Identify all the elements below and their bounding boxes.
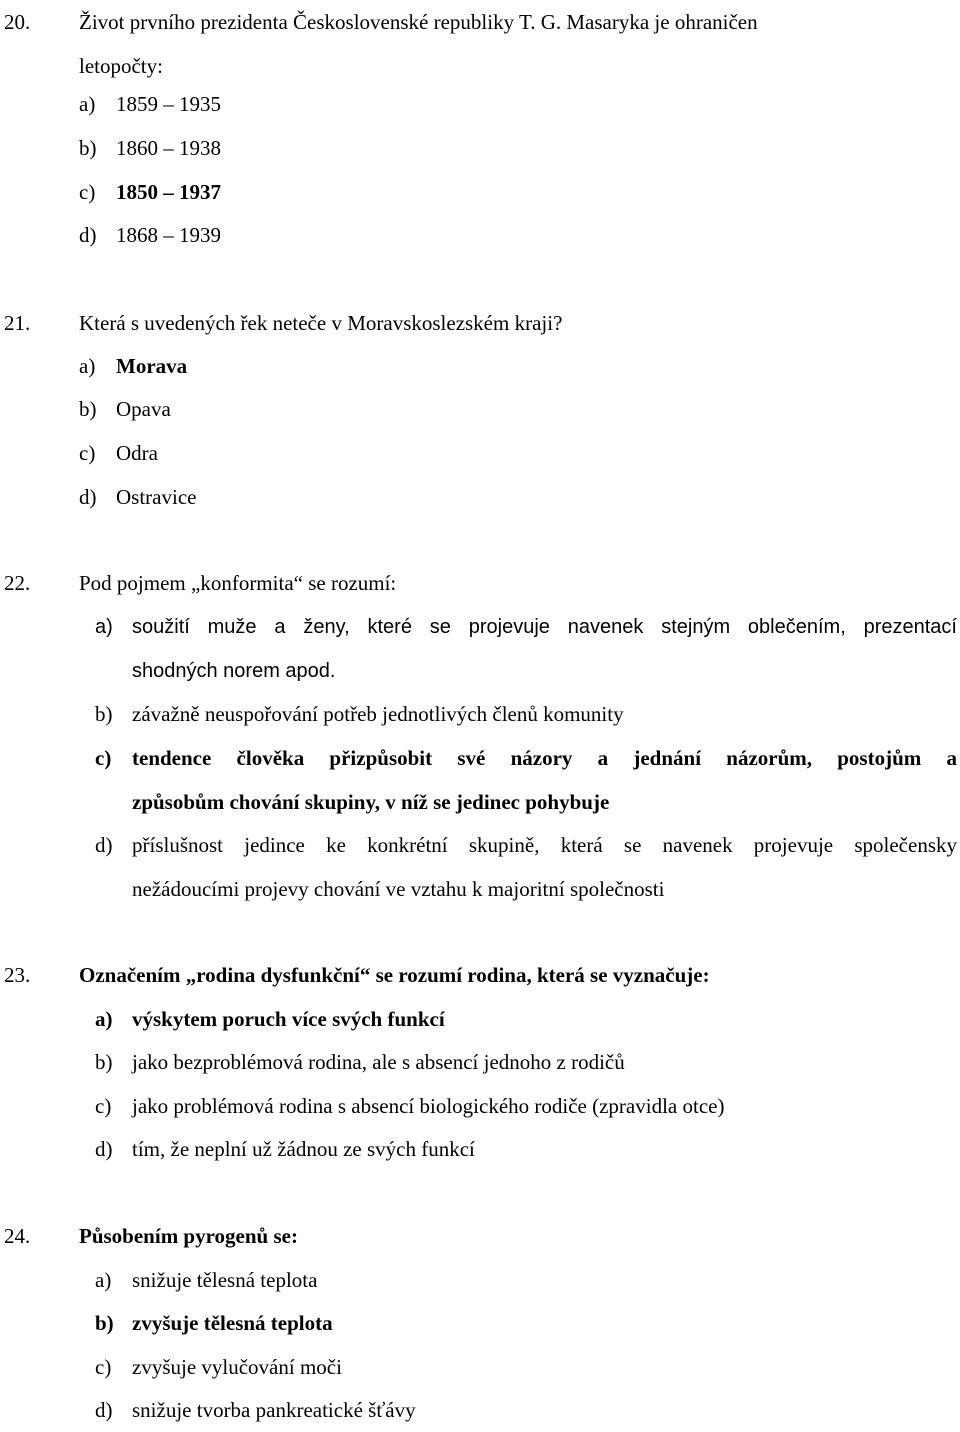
option-text-line-2: způsobům chování skupiny, v níž se jedinec pohybuje bbox=[132, 790, 610, 814]
option-text-line-2: nežádoucími projevy chování ve vztahu k majoritní společnosti bbox=[132, 877, 665, 901]
answer-option-b[interactable] bbox=[79, 387, 939, 431]
option-label: c) bbox=[95, 746, 112, 770]
question-number: 20. bbox=[4, 10, 31, 34]
option-text: 1859 – 1935 bbox=[116, 92, 221, 116]
option-text-line-1: tendence člověka přizpůsobit své názory a jednání názorům, postojům a bbox=[132, 746, 957, 770]
option-text: 1850 – 1937 bbox=[116, 180, 221, 204]
option-label: c) bbox=[79, 180, 96, 204]
answer-option-a[interactable] bbox=[95, 1258, 957, 1302]
option-label: a) bbox=[95, 1007, 113, 1031]
answer-option-d[interactable] bbox=[95, 1127, 957, 1171]
option-text-line-1: příslušnost jedince ke konkrétní skupině, která se navenek projevuje společensky bbox=[132, 833, 957, 857]
option-text-line-2: shodných norem apod. bbox=[132, 660, 336, 682]
option-label: b) bbox=[95, 702, 113, 726]
question-text bbox=[79, 0, 939, 88]
option-text: výskytem poruch více svých funkcí bbox=[132, 1007, 445, 1031]
question-number: 24. bbox=[4, 1224, 31, 1248]
answer-option-c[interactable] bbox=[95, 1345, 957, 1389]
question-text: Pod pojmem „konformita“ se rozumí: bbox=[79, 571, 397, 595]
option-label: d) bbox=[79, 485, 97, 509]
question-number: 22. bbox=[4, 571, 31, 595]
option-label: d) bbox=[79, 223, 97, 247]
question-text-line-2: letopočty: bbox=[79, 54, 163, 78]
option-label: c) bbox=[79, 441, 96, 465]
answer-option-b-correct[interactable] bbox=[95, 1301, 957, 1345]
option-text: Morava bbox=[116, 354, 188, 378]
question-number: 23. bbox=[4, 963, 31, 987]
option-label: d) bbox=[95, 1398, 113, 1422]
option-text: zvyšuje tělesná teplota bbox=[132, 1311, 333, 1335]
option-label: a) bbox=[79, 354, 96, 378]
answer-option-c[interactable] bbox=[79, 431, 939, 475]
answer-option-a-correct[interactable] bbox=[79, 344, 939, 388]
option-text: Ostravice bbox=[116, 485, 197, 509]
answer-option-d[interactable] bbox=[79, 213, 939, 257]
answer-option-a-correct[interactable] bbox=[95, 997, 957, 1041]
answer-option-b[interactable] bbox=[95, 692, 957, 736]
option-label: c) bbox=[95, 1355, 112, 1379]
question-text-line-1: Život prvního prezidenta Československé republiky T. G. Masaryka je ohraničen bbox=[79, 10, 758, 34]
option-label: a) bbox=[79, 92, 96, 116]
answer-option-d[interactable] bbox=[95, 1388, 957, 1432]
answer-option-b[interactable] bbox=[79, 126, 939, 170]
option-label: b) bbox=[79, 136, 97, 160]
answer-option-d[interactable] bbox=[95, 823, 957, 911]
option-text-line-1: soužití muže a ženy, které se projevuje navenek stejným oblečením, prezentací bbox=[132, 616, 957, 638]
question-text: Která s uvedených řek neteče v Moravskoslezském kraji? bbox=[79, 311, 563, 335]
option-text: snižuje tvorba pankreatické šťávy bbox=[132, 1398, 416, 1422]
option-label: c) bbox=[95, 1094, 112, 1118]
answer-option-b[interactable] bbox=[95, 1040, 957, 1084]
option-text: jako bezproblémová rodina, ale s absencí jednoho z rodičů bbox=[132, 1050, 625, 1074]
option-text: 1868 – 1939 bbox=[116, 223, 221, 247]
option-text: závažně neuspořování potřeb jednotlivých členů komunity bbox=[132, 702, 624, 726]
question-text: Označením „rodina dysfunkční“ se rozumí rodina, která se vyznačuje: bbox=[79, 963, 710, 987]
option-text: zvyšuje vylučování moči bbox=[132, 1355, 342, 1379]
question-text: Působením pyrogenů se: bbox=[79, 1224, 298, 1248]
option-text: jako problémová rodina s absencí biologického rodiče (zpravidla otce) bbox=[132, 1094, 725, 1118]
option-label: b) bbox=[95, 1311, 114, 1335]
answer-option-d[interactable] bbox=[79, 475, 939, 519]
option-label: a) bbox=[95, 1268, 112, 1292]
answer-option-c[interactable] bbox=[95, 1084, 957, 1128]
option-label: b) bbox=[79, 397, 97, 421]
option-text: 1860 – 1938 bbox=[116, 136, 221, 160]
option-label: d) bbox=[95, 1137, 113, 1161]
option-text: Odra bbox=[116, 441, 158, 465]
answer-option-a[interactable] bbox=[95, 605, 957, 693]
answer-option-a[interactable] bbox=[79, 82, 939, 126]
question-number: 21. bbox=[4, 311, 31, 335]
option-label: d) bbox=[95, 833, 113, 857]
answer-option-c-correct[interactable] bbox=[95, 736, 957, 824]
option-text: snižuje tělesná teplota bbox=[132, 1268, 318, 1292]
option-text: Opava bbox=[116, 397, 171, 421]
option-label: a) bbox=[95, 616, 113, 638]
answer-option-c-correct[interactable] bbox=[79, 170, 939, 214]
option-text: tím, že neplní už žádnou ze svých funkcí bbox=[132, 1137, 475, 1161]
option-label: b) bbox=[95, 1050, 113, 1074]
